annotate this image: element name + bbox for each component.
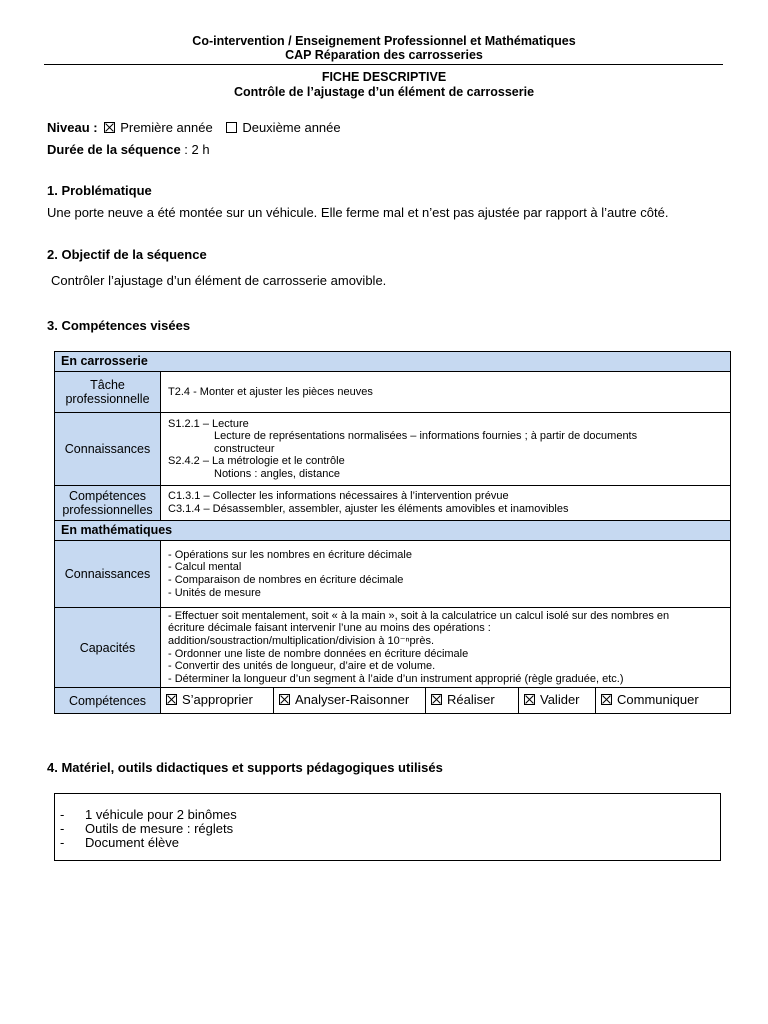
- competence-valider: [519, 688, 596, 714]
- list-item: - 1 véhicule pour 2 binômes: [60, 808, 237, 822]
- fiche-title: FICHE DESCRIPTIVE: [321, 70, 447, 84]
- duree-value: : 2 h: [180, 142, 210, 157]
- niveau-option-1: Première année: [120, 120, 213, 135]
- competence-label: Analyser-Raisonner: [295, 692, 410, 708]
- niveau-row: [47, 120, 341, 135]
- conn-line: S1.2.1 – Lecture: [168, 417, 249, 430]
- carrosserie-header: En carrosserie: [55, 352, 731, 372]
- capacites-content: [161, 608, 731, 688]
- capacite-line: - Déterminer la longueur d’un segment à l’aide d’un instrument approprié (règle graduée, etc.): [168, 672, 624, 685]
- niveau-label: Niveau :: [47, 120, 98, 135]
- header-divider: [44, 64, 723, 65]
- checkbox-checked-icon[interactable]: [431, 694, 442, 705]
- capacites-label: Capacités: [55, 608, 161, 688]
- conn-line: constructeur: [214, 442, 275, 455]
- fiche-subtitle: Contrôle de l’ajustage d’un élément de carrosserie: [233, 85, 535, 99]
- section-3-title: 3. Compétences visées: [47, 318, 191, 333]
- section-1-title: 1. Problématique: [47, 183, 152, 198]
- competences-label: Compétences: [55, 688, 161, 714]
- comp-pro-line: C1.3.1 – Collecter les informations nécessaires à l’intervention prévue: [168, 490, 509, 503]
- materiel-list: [60, 808, 237, 850]
- checkbox-checked-icon[interactable]: [601, 694, 612, 705]
- competence-communiquer: [596, 688, 731, 714]
- competence-label: S’approprier: [182, 692, 253, 708]
- section-4-title: 4. Matériel, outils didactiques et supports pédagogiques utilisés: [47, 760, 443, 775]
- competence-realiser: [426, 688, 519, 714]
- capacite-line: addition/soustraction/multiplication/division à 10⁻ⁿprès.: [168, 634, 435, 647]
- checkbox-checked-icon[interactable]: [166, 694, 177, 705]
- math-connaissances-label: Connaissances: [55, 541, 161, 608]
- duree-row: [47, 142, 210, 157]
- capacite-line: - Convertir des unités de longueur, d’aire et de volume.: [168, 660, 436, 673]
- section-2-title: 2. Objectif de la séquence: [47, 247, 207, 262]
- tache-label: Tâche professionnelle: [55, 372, 161, 413]
- list-item: - Outils de mesure : réglets: [60, 822, 237, 836]
- tache-text: T2.4 - Monter et ajuster les pièces neuves: [161, 372, 731, 413]
- math-connaissances-content: [161, 541, 731, 608]
- connaissances-label: Connaissances: [55, 413, 161, 486]
- competences-pro-label: Compétences professionnelles: [55, 486, 161, 521]
- capacite-line: - Ordonner une liste de nombre données en écriture décimale: [168, 647, 469, 660]
- list-item: - Document élève: [60, 836, 237, 850]
- section-2-text: Contrôler l’ajustage d’un élément de carrosserie amovible.: [51, 273, 387, 288]
- competence-sapproprier: [161, 688, 274, 714]
- checkbox-unchecked-icon[interactable]: [226, 122, 237, 133]
- competence-label: Valider: [540, 692, 580, 708]
- capacite-line: - Effectuer soit mentalement, soit « à la main », soit à la calculatrice un calcul isolé sur des nombres en: [168, 609, 670, 622]
- competence-label: Réaliser: [447, 692, 495, 708]
- competences-table: [54, 351, 731, 714]
- conn-line: Lecture de représentations normalisées – informations fournies ; à partir de documents: [214, 430, 638, 443]
- capacite-line: écriture décimale faisant intervenir l’une au moins des opérations :: [168, 622, 491, 635]
- competences-pro-content: [161, 486, 731, 521]
- math-conn-line: - Opérations sur les nombres en écriture décimale: [168, 548, 412, 561]
- math-conn-line: - Unités de mesure: [168, 586, 261, 599]
- niveau-option-2: Deuxième année: [242, 120, 341, 135]
- checkbox-checked-icon[interactable]: [524, 694, 535, 705]
- header-line-1: Co-intervention / Enseignement Professionnel et Mathématiques: [192, 34, 576, 48]
- header-line-2: CAP Réparation des carrosseries: [285, 48, 483, 62]
- duree-label: Durée de la séquence: [47, 142, 181, 157]
- comp-pro-line: C3.1.4 – Désassembler, assembler, ajuster les éléments amovibles et inamovibles: [168, 503, 569, 515]
- connaissances-content: [161, 413, 731, 486]
- competence-label: Communiquer: [617, 692, 699, 708]
- conn-line: Notions : angles, distance: [214, 467, 340, 480]
- math-conn-line: - Comparaison de nombres en écriture décimale: [168, 574, 404, 586]
- math-conn-line: - Calcul mental: [168, 561, 242, 574]
- competence-analyser-raisonner: [274, 688, 426, 714]
- checkbox-checked-icon[interactable]: [104, 122, 115, 133]
- section-1-text: Une porte neuve a été montée sur un véhicule. Elle ferme mal et n’est pas ajustée par rapport à l’autre côté.: [47, 205, 669, 220]
- math-header: En mathématiques: [55, 521, 731, 541]
- conn-line: S2.4.2 – La métrologie et le contrôle: [168, 455, 345, 468]
- checkbox-checked-icon[interactable]: [279, 694, 290, 705]
- materiel-box: [54, 793, 721, 861]
